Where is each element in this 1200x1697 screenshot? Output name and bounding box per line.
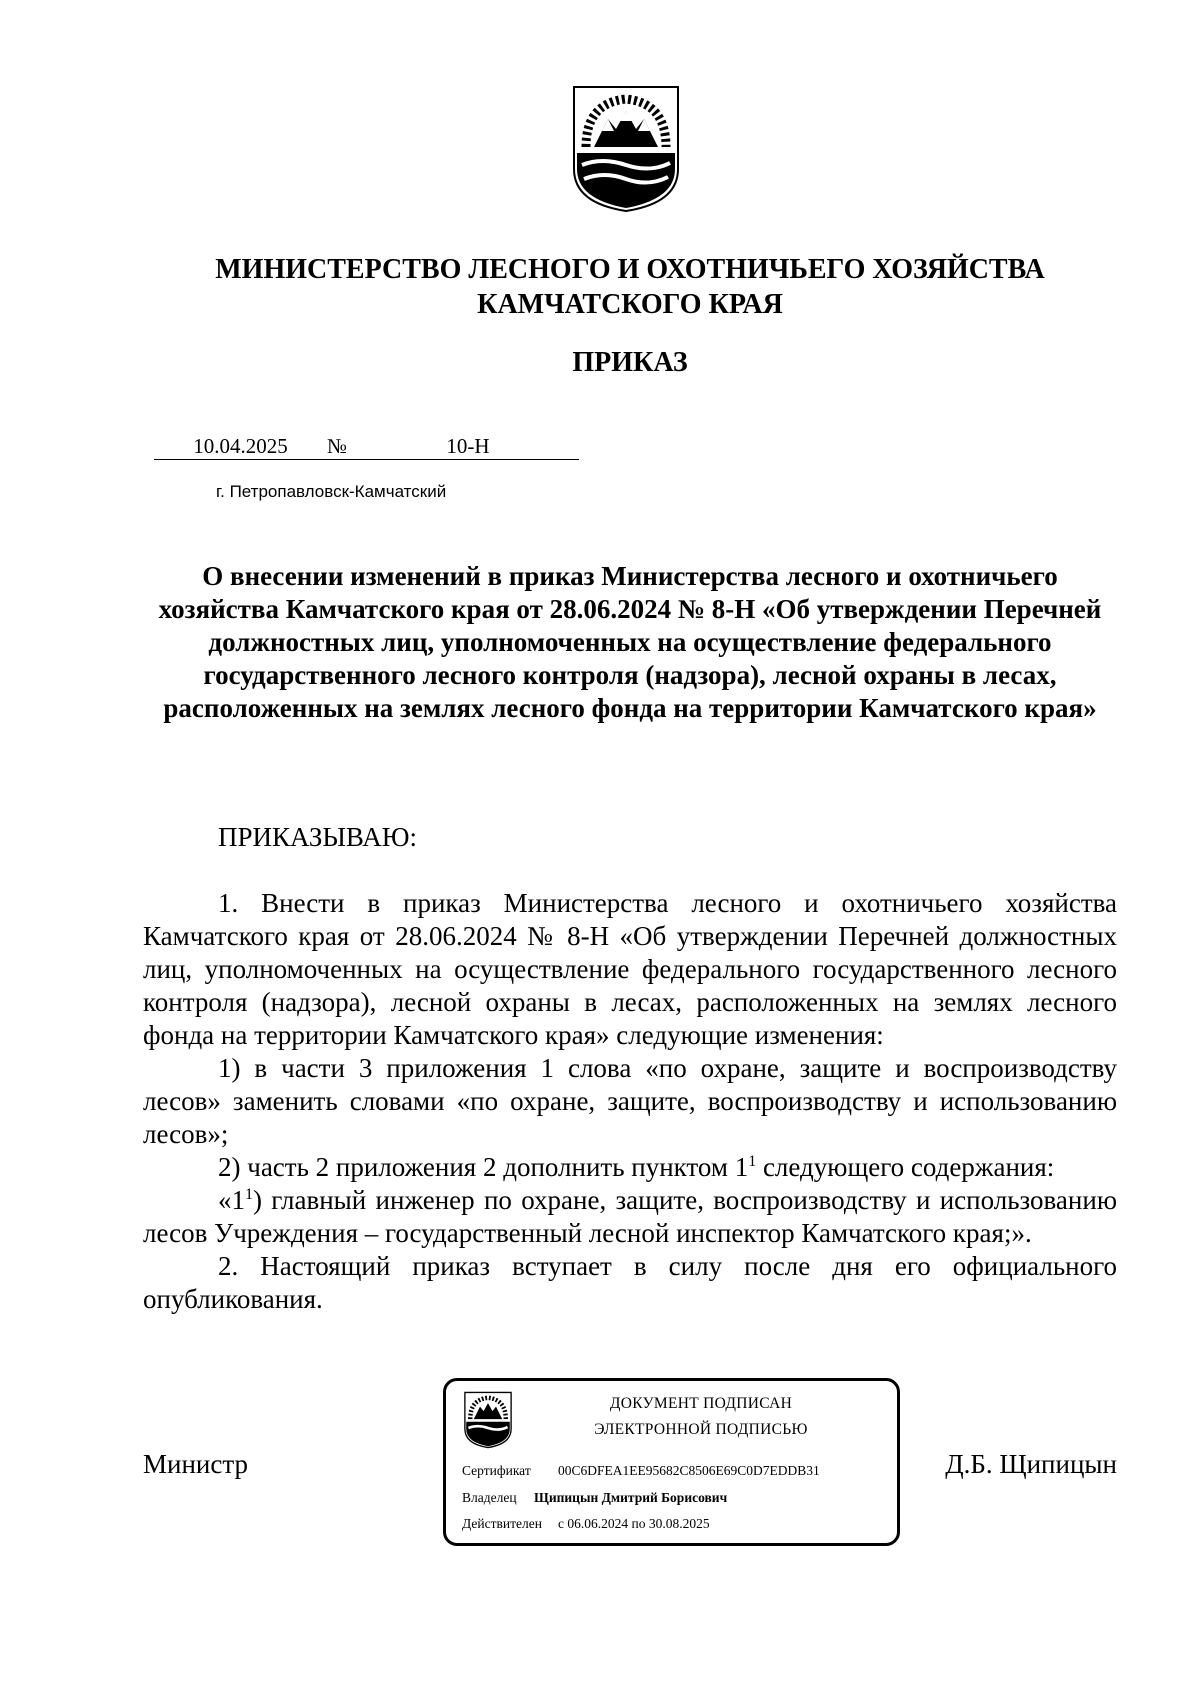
signer-position: Министр: [143, 1449, 248, 1479]
stamp-coat-of-arms-icon: [464, 1391, 512, 1449]
stamp-valid-row: [462, 1514, 710, 1534]
valid-value: с 06.06.2024 по 30.08.2025: [558, 1516, 710, 1531]
paragraph-4: [143, 1184, 1117, 1250]
stamp-certificate-row: [462, 1461, 820, 1481]
city: г. Петропавловск-Камчатский: [216, 482, 447, 501]
electronic-signature-stamp: [443, 1378, 900, 1546]
paragraph-1: 1. Внести в приказ Министерства лесного и охотничьего хозяйства Камчатского края от 28.06.2024 № 8-Н «Об утверждении Перечней должностных лиц, уполномоченных на осуществление федерального государственного лесного контроля (надзора), лесной охраны в лесах, расположенных на землях лесного фонда на территории Камчатского края» следующие изменения:: [143, 888, 1117, 1050]
order-body: [143, 887, 1117, 1316]
owner-label: Владелец: [462, 1490, 517, 1505]
kamchatka-coat-of-arms-icon: [572, 85, 680, 213]
paragraph-3-text: 2) часть 2 приложения 2 дополнить пунктом 1: [218, 1152, 749, 1182]
paragraph-2: 1) в части 3 приложения 1 слова «по охране, защите и воспроизводству лесов» заменить словами «по охране, защите, воспроизводству и использованию лесов»;: [143, 1053, 1117, 1149]
ministry-line-2: КАМЧАТСКОГО КРАЯ: [477, 289, 783, 320]
number-label: №: [327, 433, 357, 460]
order-subject: О внесении изменений в приказ Министерства лесного и охотничьего хозяйства Камчатского края от 28.06.2024 № 8-Н «Об утверждении Перечней должностных лиц, уполномоченных на осуществление федерального государственного лесного контроля (надзора), лесной охраны в лесах, расположенных на землях лесного фонда на территории Камчатского края»: [158, 561, 1102, 723]
owner-value: Щипицын Дмитрий Борисович: [534, 1490, 728, 1505]
signer-name: Д.Б. Щипицын: [945, 1449, 1117, 1479]
order-date: 10.04.2025: [154, 433, 327, 460]
doc-type-title: ПРИКАЗ: [572, 347, 688, 378]
paragraph-5: 2. Настоящий приказ вступает в силу после дня его официального опубликования.: [143, 1251, 1117, 1314]
certificate-label: Сертификат: [462, 1463, 531, 1478]
decree-word: ПРИКАЗЫВАЮ:: [218, 822, 417, 852]
paragraph-3-sup: 1: [748, 1153, 757, 1170]
ministry-line-1: МИНИСТЕРСТВО ЛЕСНОГО И ОХОТНИЧЬЕГО ХОЗЯЙСТВА: [215, 254, 1045, 285]
paragraph-4-text: «1: [218, 1185, 245, 1215]
paragraph-4-sup: 1: [245, 1186, 253, 1203]
stamp-heading-line-2: ЭЛЕКТРОННОЙ ПОДПИСЬЮ: [594, 1421, 808, 1438]
ministry-name: [100, 252, 1160, 322]
stamp-owner-row: [462, 1488, 727, 1508]
valid-label: Действителен: [462, 1516, 542, 1531]
paragraph-4-text-end: ) главный инженер по охране, защите, воспроизводству и использованию лесов Учреждения – государственный лесной инспектор Камчатского края;».: [143, 1185, 1117, 1248]
paragraph-3: [143, 1151, 1117, 1184]
stamp-heading: [536, 1391, 866, 1443]
paragraph-3-text-end: следующего содержания:: [756, 1152, 1055, 1182]
order-number: 10-Н: [357, 433, 579, 460]
certificate-value: 00C6DFEA1EE95682C8506E69C0D7EDDB31: [558, 1463, 820, 1478]
stamp-heading-line-1: ДОКУМЕНТ ПОДПИСАН: [609, 1395, 793, 1412]
